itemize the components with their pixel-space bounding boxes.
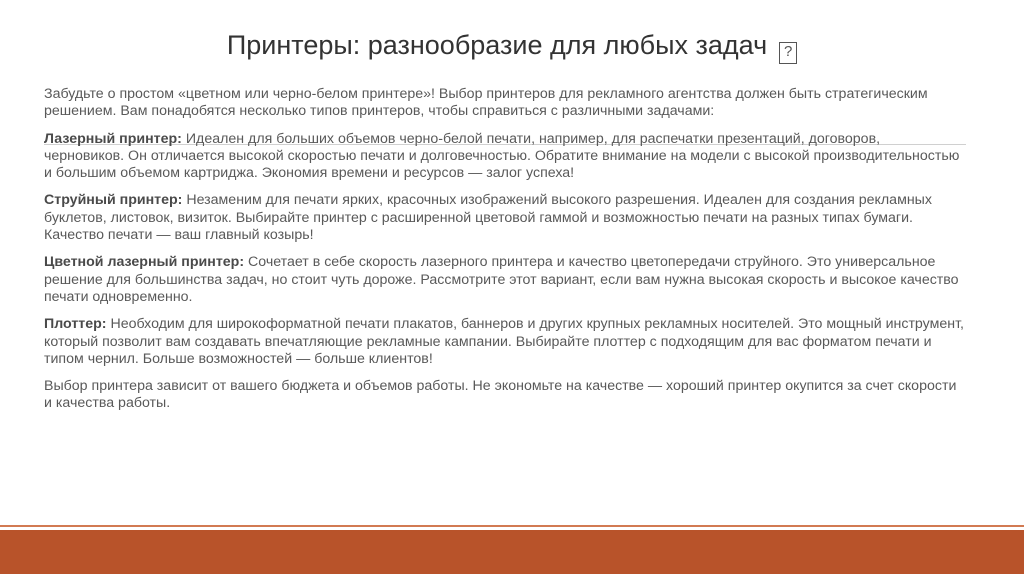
footer-bar	[0, 530, 1024, 574]
conclusion-paragraph: Выбор принтера зависит от вашего бюджета и объемов работы. Не экономьте на качестве — хороший принтер окупится за счет скорости и качества работы.	[44, 378, 957, 412]
paragraph-inkjet-printer	[44, 192, 964, 244]
intro-paragraph: Забудьте о простом «цветном или черно-белом принтере»! Выбор принтеров для рекламного агентства должен быть стратегическим решением. Вам понадобятся несколько типов принтеров, чтобы справиться с различными задачами:	[44, 86, 928, 120]
laser-printer-text: Идеален для больших объемов черно-белой печати, например, для распечатки презентаций, договоров, черновиков. Он отличается высокой скоростью печати и долговечностью. Обратите внимание на модели с высокой производительностью и большим объемом картриджа. Экономия времени и ресурсов — залог успеха!	[44, 130, 960, 182]
inkjet-printer-label: Струйный принтер:	[44, 192, 183, 209]
color-laser-printer-text: Сочетает в себе скорость лазерного принтера и качество цветопередачи струйного. Это универсальное решение для большинства задач, но стоит чуть дороже. Рассмотрите этот вариант, если вам нужна высокая скорость и высокое качество печати одновременно.	[44, 254, 959, 305]
footer-accent-line	[0, 525, 1024, 527]
slide-title	[0, 30, 1024, 64]
inkjet-printer-text: Незаменим для печати ярких, красочных изображений высокого разрешения. Идеален для создания рекламных буклетов, листовок, визиток. Выбирайте принтер с расширенной цветовой гаммой и возможностью печати на разных типах бумаги. Качество печати — ваш главный козырь!	[44, 192, 932, 244]
missing-glyph-icon: ?	[779, 42, 797, 64]
paragraph-color-laser-printer	[44, 254, 964, 306]
laser-printer-label: Лазерный принтер:	[44, 130, 182, 147]
color-laser-printer-label: Цветной лазерный принтер:	[44, 254, 245, 271]
paragraph-plotter	[44, 316, 964, 368]
slide-body	[44, 86, 964, 423]
slide-title-text: Принтеры: разнообразие для любых задач	[226, 30, 768, 60]
plotter-text: Необходим для широкоформатной печати плакатов, баннеров и других крупных рекламных носителей. Это мощный инструмент, который позволит вам создавать впечатляющие рекламные кампании. Выбирайте плоттер с подходящим для вас форматом печати и типом чернил. Больше возможностей — больше клиентов!	[44, 316, 964, 367]
plotter-label: Плоттер:	[44, 316, 107, 333]
paragraph-laser-printer	[44, 131, 964, 183]
